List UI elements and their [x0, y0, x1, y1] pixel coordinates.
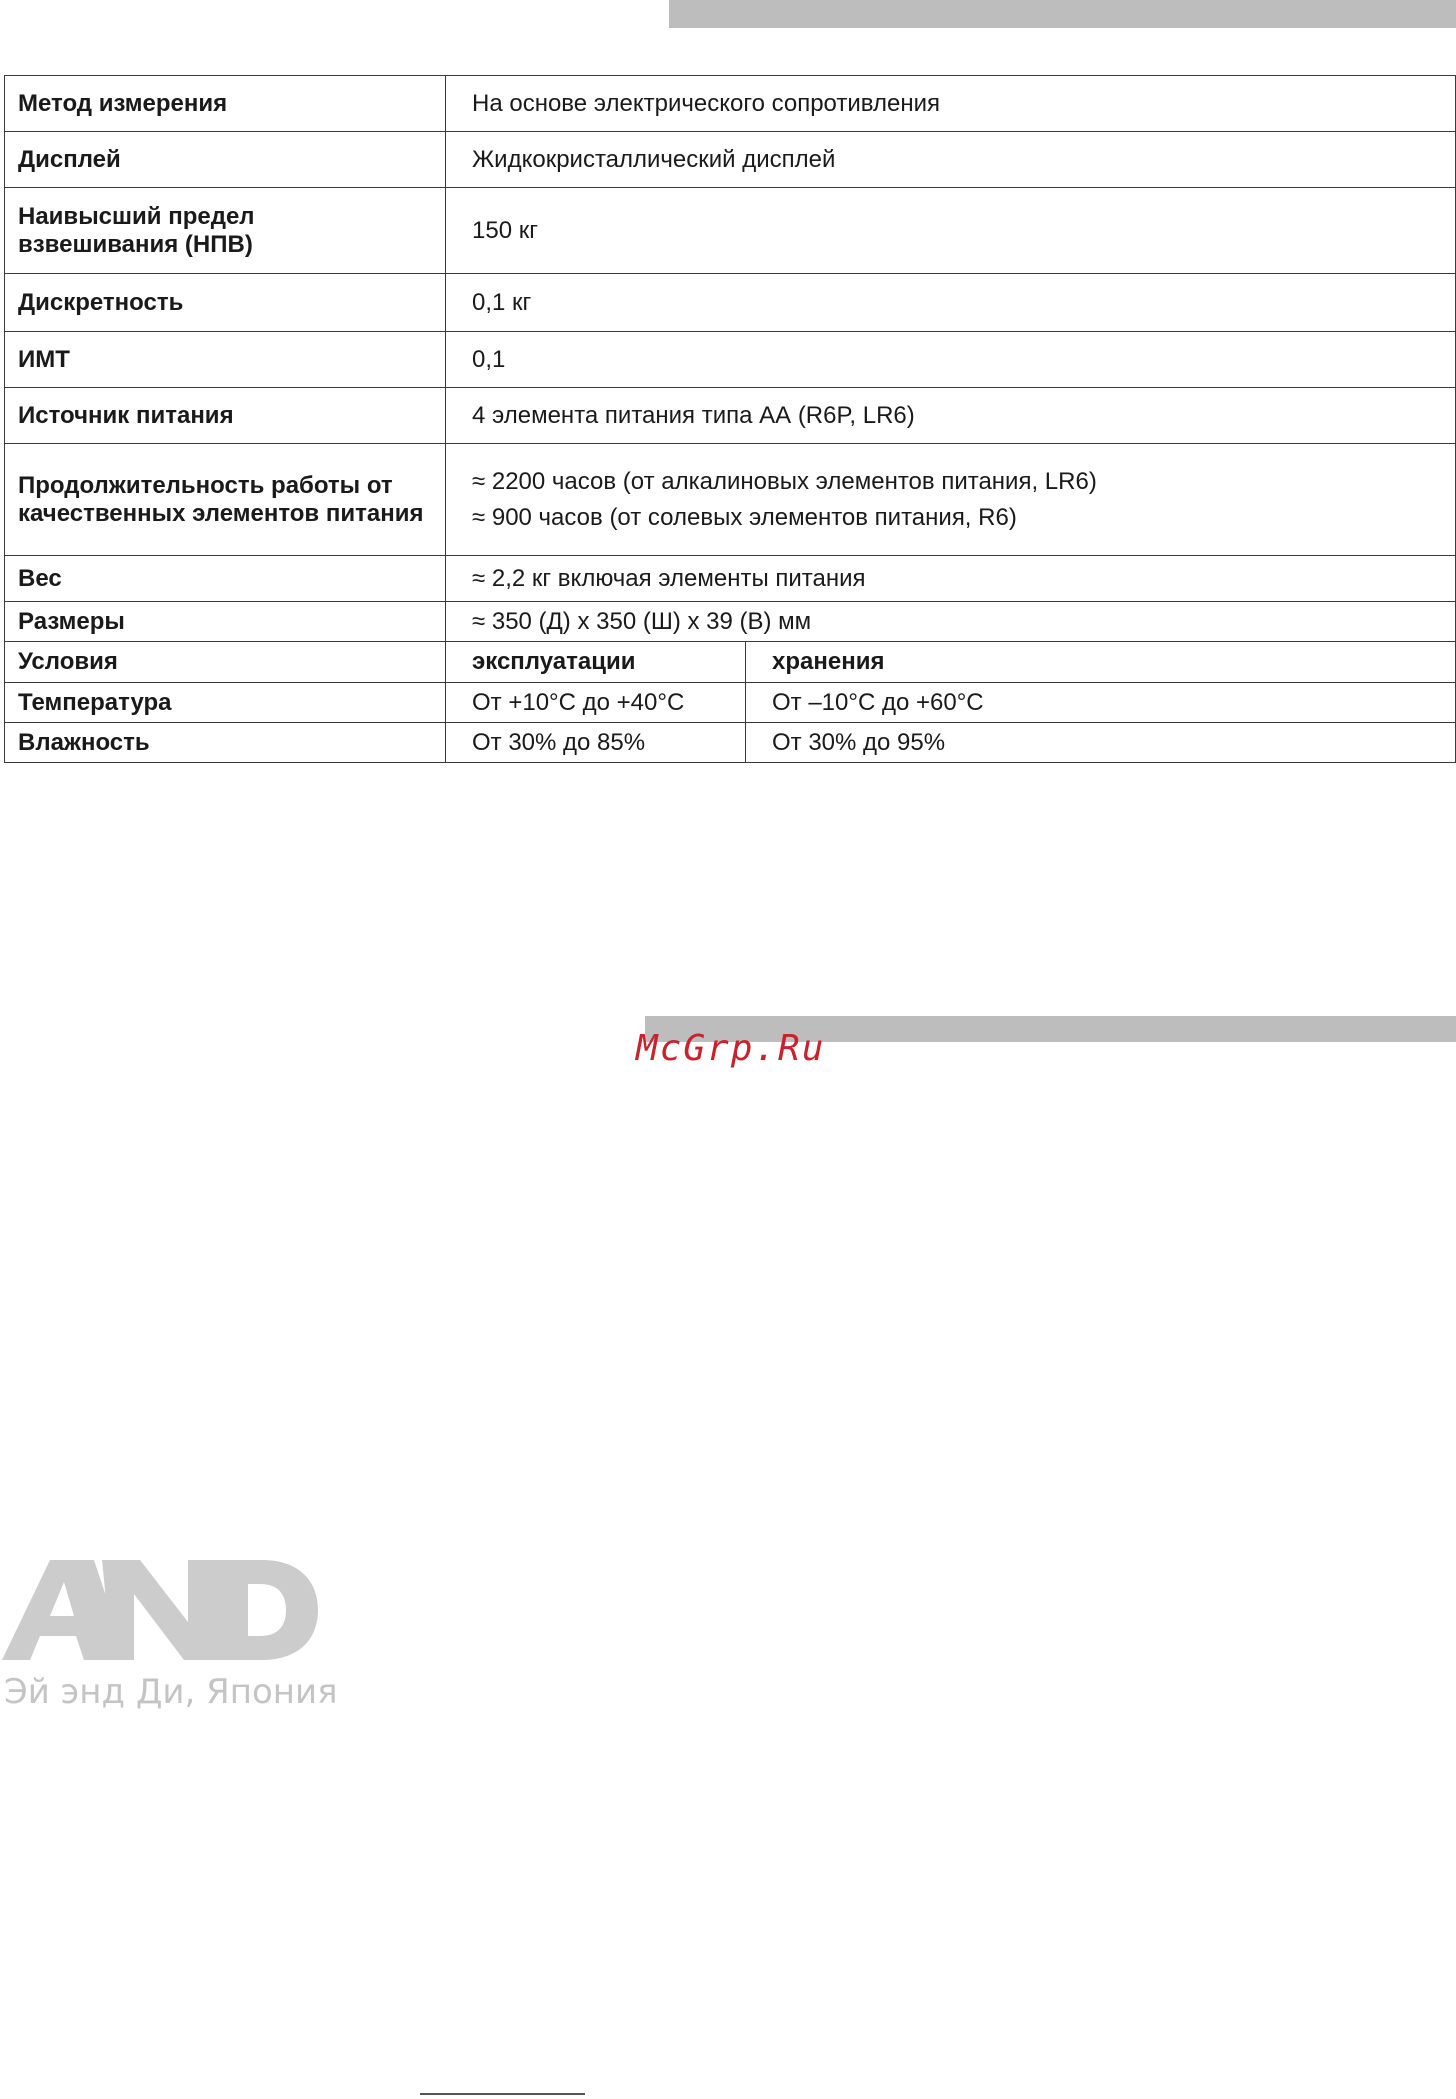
table-row — [5, 274, 1456, 332]
table-row — [5, 388, 1456, 444]
spec-value: ≈ 2200 часов (от алкалиновых элементов питания, LR6) ≈ 900 часов (от солевых элементов питания, R6) — [446, 444, 1456, 556]
company-name: Эй энд Ди, Япония — [4, 1672, 338, 1712]
spec-label: Продолжительность работы от качественных элементов питания — [5, 444, 446, 556]
operation-header: эксплуатации — [446, 642, 746, 683]
temperature-label: Температура — [5, 683, 446, 723]
spec-value: 4 элемента питания типа АА (R6P, LR6) — [446, 388, 1456, 444]
header-bar — [669, 0, 1456, 28]
temperature-storage: От –10°С до +60°С — [746, 683, 1456, 723]
table-row — [5, 723, 1456, 763]
table-row — [5, 132, 1456, 188]
spec-value: 0,1 кг — [446, 274, 1456, 332]
table-row — [5, 76, 1456, 132]
storage-header: хранения — [746, 642, 1456, 683]
spec-value: 150 кг — [446, 188, 1456, 274]
and-logo — [2, 1560, 318, 1660]
conditions-label: Условия — [5, 642, 446, 683]
humidity-storage: От 30% до 95% — [746, 723, 1456, 763]
spec-label: Метод измерения — [5, 76, 446, 132]
table-row — [5, 444, 1456, 556]
table-row — [5, 642, 1456, 683]
footer-line — [420, 2093, 585, 2095]
table-row — [5, 332, 1456, 388]
table-row — [5, 188, 1456, 274]
humidity-operation: От 30% до 85% — [446, 723, 746, 763]
humidity-label: Влажность — [5, 723, 446, 763]
spec-value: Жидкокристаллический дисплей — [446, 132, 1456, 188]
table-row — [5, 683, 1456, 723]
table-row — [5, 602, 1456, 642]
spec-label: Размеры — [5, 602, 446, 642]
watermark: McGrp.Ru — [636, 1028, 826, 1069]
spec-value: ≈ 2,2 кг включая элементы питания — [446, 556, 1456, 602]
table-row — [5, 556, 1456, 602]
spec-label: ИМТ — [5, 332, 446, 388]
spec-label: Дисплей — [5, 132, 446, 188]
spec-value: На основе электрического сопротивления — [446, 76, 1456, 132]
spec-value: ≈ 350 (Д) х 350 (Ш) х 39 (В) мм — [446, 602, 1456, 642]
specifications-table — [4, 75, 1456, 763]
spec-value: 0,1 — [446, 332, 1456, 388]
temperature-operation: От +10°С до +40°С — [446, 683, 746, 723]
spec-label: Дискретность — [5, 274, 446, 332]
spec-label: Вес — [5, 556, 446, 602]
spec-label: Наивысший предел взвешивания (НПВ) — [5, 188, 446, 274]
spec-label: Источник питания — [5, 388, 446, 444]
